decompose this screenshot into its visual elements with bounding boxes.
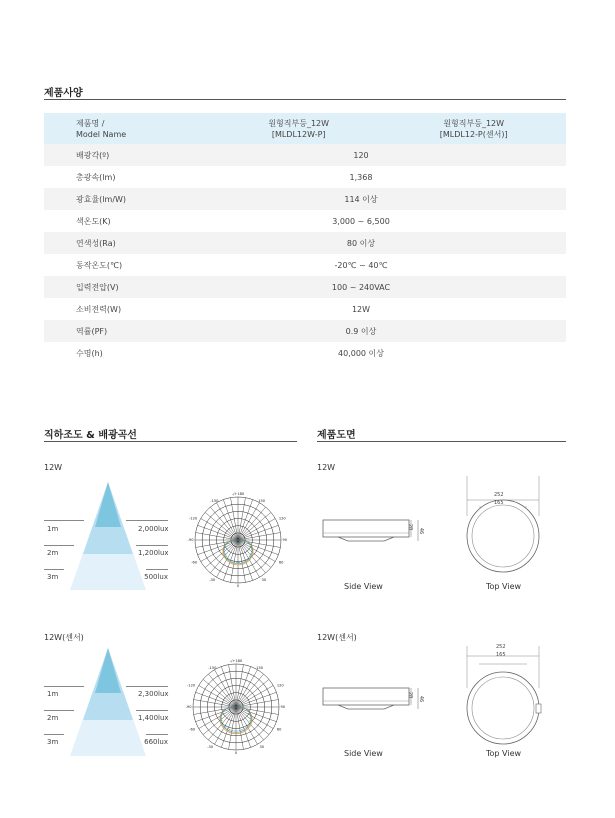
illum-title-rule [44, 441, 297, 442]
top-view-label: Top View [486, 749, 522, 758]
row-label: 색온도(K) [76, 216, 111, 226]
light-cone-diagram [70, 482, 146, 592]
lux-label: 2,300lux [138, 690, 169, 698]
dim-outer: 252 [494, 492, 504, 498]
lux-label: 1,200lux [138, 549, 169, 557]
polar-tick-label: 150 [258, 499, 266, 504]
polar-tick-label: -120 [186, 683, 196, 688]
table-row [44, 232, 566, 254]
polar-tick-label: -60 [191, 560, 198, 565]
spec-header-row [44, 113, 566, 144]
row-label: 동작온도(℃) [76, 260, 123, 270]
height-label: 2m [47, 549, 59, 557]
polar-tick-label: -/+180 [229, 659, 243, 663]
spec-title: 제품사양 [44, 88, 83, 99]
drawing-title: 제품도면 [317, 430, 356, 441]
polar-tick-label: 90 [280, 705, 286, 710]
polar-tick-label: -30 [209, 577, 216, 582]
polar-distribution-chart [186, 653, 286, 757]
row-value: 0.9 이상 [216, 320, 566, 342]
row-value: 100 ~ 240VAC [216, 276, 566, 298]
table-row [44, 342, 566, 364]
illum-block2-name: 12W(센서) [44, 633, 84, 642]
table-row [44, 276, 566, 298]
spec-header-model1 [216, 113, 381, 144]
polar-tick-label: -90 [185, 705, 192, 710]
dim-height: 28 [407, 691, 414, 699]
polar-tick-label: 60 [278, 560, 284, 565]
polar-tick-label: -150 [208, 666, 217, 671]
polar-tick-label: 0 [236, 584, 240, 588]
header-label-line1: 제품명 / [76, 118, 105, 128]
row-value: 1,368 [349, 172, 373, 182]
model2-line1: 원형직부등_12W [443, 118, 505, 128]
polar-tick-label: 30 [259, 744, 265, 749]
polar-tick-label: -/+180 [231, 492, 245, 496]
side-view-label: Side View [344, 749, 383, 758]
illum-block1-name: 12W [44, 463, 63, 472]
spec-title-rule [44, 99, 566, 100]
lux-label: 660lux [144, 738, 168, 746]
lux-label: 2,000lux [138, 525, 169, 533]
top-view-label: Top View [486, 582, 522, 591]
table-row [44, 320, 566, 342]
polar-tick-label: 150 [256, 666, 264, 671]
table-row [44, 188, 566, 210]
table-row [44, 254, 566, 276]
polar-tick-label: 30 [261, 577, 267, 582]
top-view-drawing [463, 476, 543, 576]
lux-label: 500lux [144, 573, 168, 581]
height-label: 1m [47, 525, 59, 533]
polar-tick-label: -30 [207, 744, 214, 749]
row-label: 소비전력(W) [76, 304, 122, 314]
row-value: 120 [216, 144, 566, 166]
light-cone-diagram [70, 648, 146, 758]
row-value: 12W [351, 304, 371, 314]
side-view-drawing [318, 518, 430, 548]
polar-tick-label: -60 [189, 727, 196, 732]
dim-inner: 165 [496, 652, 506, 658]
polar-tick-label: -150 [210, 499, 219, 504]
side-view-drawing [318, 686, 430, 716]
row-value: 114 이상 [216, 188, 566, 210]
row-label: 광효율(lm/W) [44, 188, 216, 210]
row-label: 입력전압(V) [44, 276, 216, 298]
drawing-block1-name: 12W [317, 463, 336, 472]
polar-distribution-chart [188, 486, 288, 590]
dim-outer: 252 [496, 644, 506, 650]
row-value: -20℃ ~ 40℃ [334, 260, 388, 270]
dim-inner: 165 [494, 500, 504, 506]
row-label: 역률(PF) [44, 320, 216, 342]
spec-header-label [44, 113, 216, 144]
polar-tick-label: 120 [278, 516, 286, 521]
row-label: 수명(h) [76, 348, 103, 358]
table-row [44, 166, 566, 188]
table-row [44, 210, 566, 232]
row-value: 40,000 이상 [338, 348, 384, 358]
model2-line2: [MLDL12-P(센서)] [439, 129, 508, 139]
row-value: 80 이상 [216, 232, 566, 254]
height-label: 3m [47, 738, 59, 746]
height-label: 3m [47, 573, 59, 581]
dim-height2: 46 [418, 695, 425, 703]
header-label-line2: Model Name [76, 129, 127, 139]
side-view-label: Side View [344, 582, 383, 591]
dim-height2: 46 [418, 527, 425, 535]
table-row [44, 298, 566, 320]
height-label: 1m [47, 690, 59, 698]
illum-title: 직하조도 & 배광곡선 [44, 430, 137, 441]
height-label: 2m [47, 714, 59, 722]
polar-tick-label: -120 [188, 516, 198, 521]
drawing-title-rule [317, 441, 566, 442]
row-label: 총광속(lm) [76, 172, 116, 182]
dim-height: 28 [407, 523, 414, 531]
lux-label: 1,400lux [138, 714, 169, 722]
polar-tick-label: 120 [276, 683, 284, 688]
row-label: 연색성(Ra) [44, 232, 216, 254]
spec-header-model2 [381, 113, 566, 144]
spec-table [44, 113, 566, 364]
model1-line1: 원형직부등_12W [268, 118, 330, 128]
table-row [44, 144, 566, 166]
polar-tick-label: 0 [234, 751, 238, 755]
drawing-block2-name: 12W(센서) [317, 633, 357, 642]
row-value: 3,000 ~ 6,500 [332, 216, 390, 226]
polar-tick-label: -90 [187, 538, 194, 543]
model1-line2: [MLDL12W-P] [271, 129, 326, 139]
row-label: 배광각(º) [44, 144, 216, 166]
polar-tick-label: 90 [282, 538, 288, 543]
polar-tick-label: 60 [276, 727, 282, 732]
